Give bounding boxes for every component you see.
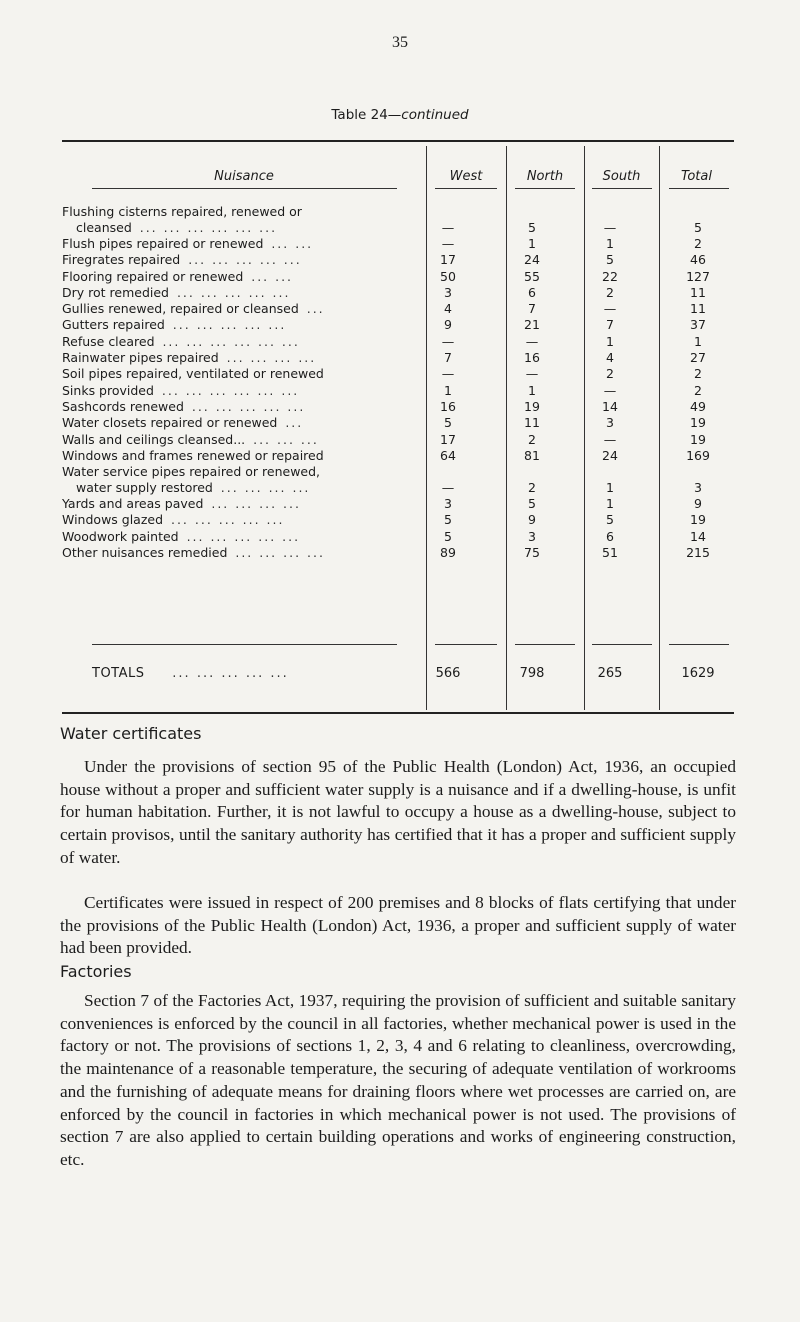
table-row — [62, 301, 734, 317]
cell-south: — — [603, 431, 617, 447]
cell-west: — — [441, 333, 455, 349]
cell-south: 5 — [606, 252, 614, 268]
table-row — [62, 383, 734, 399]
cell-west: 17 — [440, 252, 456, 268]
cell-south: 1 — [606, 496, 614, 512]
cell-west: 89 — [440, 545, 456, 561]
section-heading-water: Water certificates — [60, 724, 202, 743]
cell-south: — — [603, 382, 617, 398]
nuisance-label — [62, 415, 402, 431]
cell-south: 2 — [606, 284, 614, 300]
leader-dots: ... — [306, 301, 325, 317]
cell-north: 81 — [524, 447, 540, 463]
nuisance-label — [62, 269, 402, 285]
cell-total: 215 — [686, 545, 710, 561]
cell-west: — — [441, 236, 455, 251]
cell-north: — — [525, 366, 539, 382]
nuisance-label-text: Rainwater pipes repaired — [62, 350, 219, 366]
nuisance-label — [62, 350, 402, 366]
nuisance-label-line — [62, 448, 402, 464]
table-row — [62, 269, 734, 285]
nuisance-label-line — [62, 366, 402, 382]
nuisance-label-text: cleansed — [76, 220, 132, 236]
header-underline — [669, 188, 729, 189]
cell-south: 5 — [606, 512, 614, 528]
nuisance-label — [62, 529, 402, 545]
cell-total: 5 — [694, 219, 702, 235]
totals-rule — [592, 644, 652, 645]
nuisance-label-line — [62, 285, 402, 301]
cell-north: 75 — [524, 545, 540, 561]
cell-total: 169 — [686, 447, 710, 463]
cell-total: 27 — [690, 350, 706, 366]
header-underline — [592, 188, 652, 189]
nuisance-label-text: Dry rot remedied — [62, 284, 169, 300]
cell-west: 9 — [444, 317, 452, 333]
cell-total: 19 — [690, 415, 706, 431]
cell-north: 7 — [528, 301, 536, 317]
table-title — [0, 107, 800, 123]
totals-label — [92, 664, 289, 684]
cell-west: 4 — [444, 301, 452, 317]
table-row — [62, 252, 734, 268]
nuisance-label-line — [62, 317, 402, 333]
paragraph-water-2: Certificates were issued in respect of 200 premises and 8 blocks of flats certifying that under the provisions of the Public Health (London) Act, 1936, a proper and sufficient supply of water had been provided. — [60, 893, 736, 958]
cell-north: 55 — [524, 268, 540, 284]
table-row — [62, 317, 734, 333]
cell-total: 3 — [694, 479, 702, 495]
table-row — [62, 432, 734, 448]
leader-dots: ... ... ... ... — [235, 545, 325, 561]
nuisance-label-text: water supply restored — [76, 480, 213, 496]
cell-south: 7 — [606, 317, 614, 333]
nuisance-label-text: Gullies renewed, repaired or cleansed — [62, 301, 299, 317]
leader-dots: ... ... ... ... — [226, 350, 317, 366]
cell-total: 46 — [690, 252, 706, 268]
cell-north: 1 — [528, 236, 536, 251]
cell-total: 11 — [690, 301, 706, 317]
nuisance-label — [62, 496, 402, 512]
cell-south: 51 — [602, 545, 618, 561]
cell-north: 6 — [528, 284, 536, 300]
cell-north: 5 — [528, 496, 536, 512]
cell-north: 16 — [524, 350, 540, 366]
table-row — [62, 415, 734, 431]
cell-total: 1 — [694, 333, 702, 349]
table-row — [62, 350, 734, 366]
cell-total: 2 — [694, 366, 702, 382]
nuisance-label — [62, 204, 402, 237]
nuisance-label-line — [62, 496, 402, 512]
totals-rule — [515, 644, 575, 645]
table-row — [62, 529, 734, 545]
nuisance-label — [62, 448, 402, 464]
table-row — [62, 496, 734, 512]
leader-dots: ... ... — [271, 236, 314, 251]
cell-south: 1 — [606, 236, 614, 251]
table-bottom-rule — [62, 712, 734, 714]
nuisance-label-text: Gutters repaired — [62, 317, 165, 333]
nuisance-label-line — [62, 269, 402, 285]
header-underline — [435, 188, 497, 189]
header-nuisance: Nuisance — [214, 169, 274, 184]
totals-rule — [435, 644, 497, 645]
table-row — [62, 204, 734, 236]
totals-label-text: TOTALS — [92, 666, 145, 681]
totals-row — [62, 664, 734, 684]
totals-south: 265 — [597, 666, 623, 681]
cell-total: 11 — [690, 284, 706, 300]
leader-dots: ... ... ... ... ... — [186, 528, 301, 544]
cell-south: 3 — [606, 415, 614, 431]
table-row — [62, 545, 734, 561]
cell-north: 5 — [528, 219, 536, 235]
cell-west: — — [441, 219, 455, 235]
paragraph-factories-1: Section 7 of the Factories Act, 1937, requiring the provision of sufficient and suitable sanitary conveniences is enforced by the council in all factories, whether mechanical power is used in the factory or not. The provisions of sections 1, 2, 3, 4 and 6 relating to cleanliness, overcrowding, the maintenance of a reasonable temperature, the securing of adequate ventilation of workrooms and the furnishing of adequate means for draining floors where wet processes are carried on, are enforced by the council in factories in which mechanical power is not used. The provisions of section 7 are also applied to certain building operations and works of engineering construction, etc. — [60, 991, 736, 1169]
header-west: West — [449, 169, 483, 184]
totals-west: 566 — [435, 666, 461, 681]
cell-south: — — [603, 219, 617, 235]
table-row — [62, 512, 734, 528]
nuisance-label-text: Flush pipes repaired or renewed — [62, 236, 264, 251]
cell-north: 24 — [524, 252, 540, 268]
cell-west: 64 — [440, 447, 456, 463]
table-row — [62, 334, 734, 350]
nuisance-label-line — [62, 350, 402, 366]
cell-south: 6 — [606, 528, 614, 544]
cell-total: 127 — [686, 268, 710, 284]
nuisance-label-text: Walls and ceilings cleansed... — [62, 431, 246, 447]
cell-west: 16 — [440, 398, 456, 414]
nuisance-label-text: Flushing cisterns repaired, renewed or — [62, 204, 302, 219]
cell-north: 11 — [524, 415, 540, 431]
cell-west: 17 — [440, 431, 456, 447]
cell-total: 19 — [690, 431, 706, 447]
cell-south: 1 — [606, 479, 614, 495]
nuisance-label-line — [62, 480, 402, 496]
nuisance-label-line — [62, 432, 402, 448]
cell-west: 50 — [440, 268, 456, 284]
nuisance-label — [62, 301, 402, 317]
cell-west: — — [441, 366, 455, 382]
nuisance-label-text: Yards and areas paved — [62, 496, 204, 512]
leader-dots: ... — [285, 415, 304, 431]
nuisance-label-text: Windows and frames renewed or repaired — [62, 447, 324, 463]
table-title-suffix: —continued — [387, 107, 469, 123]
leader-dots: ... ... ... — [253, 431, 319, 447]
nuisance-label — [62, 464, 402, 497]
cell-west: 5 — [444, 415, 452, 431]
nuisance-label-line — [62, 512, 402, 528]
cell-total: 37 — [690, 317, 706, 333]
nuisance-label-line — [62, 399, 402, 415]
leader-dots: ... ... ... ... ... ... — [139, 220, 278, 236]
nuisance-label — [62, 512, 402, 528]
nuisance-label-text: Other nuisances remedied — [62, 545, 228, 561]
cell-south: 4 — [606, 350, 614, 366]
leader-dots: ... ... — [251, 268, 294, 284]
table-body — [62, 204, 734, 561]
cell-south: 22 — [602, 268, 618, 284]
cell-north: 3 — [528, 528, 536, 544]
paragraph-water-1: Under the provisions of section 95 of the Public Health (London) Act, 1936, an occupied house without a proper and sufficient water supply is a nuisance and if a dwelling-house, is unfit for human habitation. Further, it is not lawful to occupy a house as a dwelling-house, subject to certain provisos, until the sanitary authority has certified that it has a proper and sufficient supply of water. — [60, 757, 736, 867]
nuisance-label — [62, 252, 402, 268]
header-underline — [515, 188, 575, 189]
page-number: 35 — [392, 34, 408, 51]
cell-south: 24 — [602, 447, 618, 463]
nuisance-label-line — [62, 464, 402, 480]
nuisance-label-text: Water service pipes repaired or renewed, — [62, 464, 321, 480]
table-row — [62, 448, 734, 464]
cell-west: 5 — [444, 512, 452, 528]
nuisance-label — [62, 366, 402, 382]
table-row — [62, 464, 734, 496]
cell-total: 2 — [694, 382, 702, 398]
nuisance-label-line — [62, 252, 402, 268]
nuisance-label-line — [62, 415, 402, 431]
totals-rule — [92, 644, 397, 645]
nuisance-label-text: Sinks provided — [62, 382, 154, 398]
leader-dots: ... ... ... ... — [220, 480, 311, 496]
nuisance-label-text: Soil pipes repaired, ventilated or renewed — [62, 366, 324, 382]
table-title-main: Table 24 — [331, 107, 388, 123]
table-row — [62, 399, 734, 415]
leader-dots: ... ... ... ... ... — [191, 398, 306, 414]
nuisance-label — [62, 545, 402, 561]
leader-dots: ... ... ... ... ... ... — [162, 333, 300, 349]
nuisance-label-line — [62, 301, 402, 317]
nuisance-label — [62, 399, 402, 415]
nuisance-label — [62, 285, 402, 301]
cell-north: — — [525, 333, 539, 349]
cell-west: 7 — [444, 350, 452, 366]
cell-south: 1 — [606, 333, 614, 349]
nuisance-label — [62, 383, 402, 399]
nuisance-label-line — [62, 220, 402, 236]
section-heading-factories: Factories — [60, 962, 132, 981]
cell-total: 14 — [690, 528, 706, 544]
cell-west: 3 — [444, 284, 452, 300]
nuisance-label-text: Flooring repaired or renewed — [62, 268, 244, 284]
cell-west: — — [441, 479, 455, 495]
totals-total: 1629 — [681, 666, 715, 681]
leader-dots: ... ... ... ... ... ... — [161, 382, 300, 398]
nuisance-label-text: Refuse cleared — [62, 333, 155, 349]
cell-total: 9 — [694, 496, 702, 512]
header-total: Total — [681, 169, 712, 184]
nuisance-label — [62, 432, 402, 448]
nuisance-label-line — [62, 383, 402, 399]
nuisance-label — [62, 317, 402, 333]
nuisance-label-text: Sashcords renewed — [62, 398, 184, 414]
cell-north: 21 — [524, 317, 540, 333]
cell-west: 3 — [444, 496, 452, 512]
nuisance-label — [62, 334, 402, 350]
nuisance-label-line — [62, 334, 402, 350]
cell-west: 1 — [444, 382, 452, 398]
leader-dots: ... ... ... ... ... — [188, 252, 302, 268]
nuisance-label-line — [62, 236, 402, 252]
cell-north: 9 — [528, 512, 536, 528]
cell-north: 2 — [528, 431, 536, 447]
table-row — [62, 236, 734, 252]
totals-north: 798 — [519, 666, 545, 681]
nuisance-label-line — [62, 529, 402, 545]
header-underline — [92, 188, 397, 189]
leader-dots: ... ... ... ... ... — [170, 512, 285, 528]
cell-north: 19 — [524, 398, 540, 414]
nuisance-label-line — [62, 545, 402, 561]
cell-total: 19 — [690, 512, 706, 528]
table-top-rule — [62, 140, 734, 142]
nuisance-label — [62, 236, 402, 252]
cell-north: 1 — [528, 382, 536, 398]
table-row — [62, 285, 734, 301]
cell-south: — — [603, 301, 617, 317]
nuisance-label-text: Windows glazed — [62, 512, 164, 528]
nuisance-label-line — [62, 204, 402, 220]
nuisance-label-text: Woodwork painted — [62, 528, 179, 544]
cell-west: 5 — [444, 528, 452, 544]
header-south: South — [602, 169, 641, 184]
leader-dots: ... ... ... ... — [211, 496, 301, 512]
cell-total: 2 — [694, 236, 702, 251]
table-row — [62, 366, 734, 382]
leader-dots: ... ... ... ... ... — [172, 666, 289, 681]
cell-south: 14 — [602, 398, 618, 414]
header-north: North — [526, 169, 564, 184]
nuisance-label-text: Water closets repaired or renewed — [62, 415, 278, 431]
totals-rule — [669, 644, 729, 645]
leader-dots: ... ... ... ... ... — [172, 317, 287, 333]
cell-total: 49 — [690, 398, 706, 414]
leader-dots: ... ... ... ... ... — [176, 284, 291, 300]
cell-south: 2 — [606, 366, 614, 382]
nuisance-label-text: Firegrates repaired — [62, 252, 181, 268]
cell-north: 2 — [528, 479, 536, 495]
